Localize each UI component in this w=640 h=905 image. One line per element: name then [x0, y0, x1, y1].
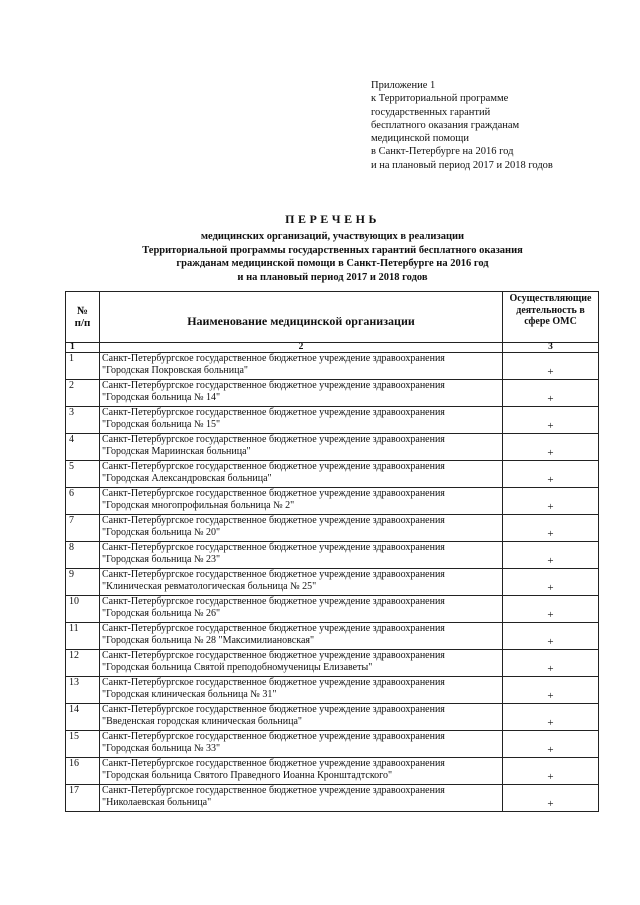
- organization-name: [100, 488, 503, 515]
- row-number: 9: [66, 569, 100, 596]
- organization-name: [100, 650, 503, 677]
- oms-mark: +: [503, 596, 599, 623]
- title-line: и на плановый период 2017 и 2018 годов: [237, 271, 428, 283]
- organization-name-line1: Санкт-Петербургское государственное бюджетное учреждение здравоохранения: [102, 515, 445, 526]
- organization-name: [100, 758, 503, 785]
- organization-name-line1: Санкт-Петербургское государственное бюджетное учреждение здравоохранения: [102, 542, 445, 553]
- header-oms: [503, 292, 599, 343]
- organization-name: [100, 596, 503, 623]
- table-row: [66, 434, 599, 461]
- organization-name-line1: Санкт-Петербургское государственное бюджетное учреждение здравоохранения: [102, 650, 445, 661]
- table-row: [66, 623, 599, 650]
- table-row: [66, 569, 599, 596]
- organization-name-line2: "Городская Александровская больница": [102, 473, 272, 485]
- table-row: [66, 407, 599, 434]
- row-number: 4: [66, 434, 100, 461]
- header-number: [66, 292, 100, 343]
- organization-name-line1: Санкт-Петербургское государственное бюджетное учреждение здравоохранения: [102, 623, 445, 634]
- annex-line: медицинской помощи: [371, 133, 469, 145]
- organization-name-line1: Санкт-Петербургское государственное бюджетное учреждение здравоохранения: [102, 488, 445, 499]
- annex-note: [371, 79, 631, 172]
- table-row: [66, 758, 599, 785]
- oms-mark: +: [503, 731, 599, 758]
- oms-mark: +: [503, 380, 599, 407]
- organization-name-line2: "Городская больница Святого Праведного Иоанна Кронштадтского": [102, 770, 393, 782]
- oms-mark: +: [503, 488, 599, 515]
- oms-mark: +: [503, 542, 599, 569]
- organization-name-line2: "Городская больница № 28 "Максимилиановская": [102, 635, 315, 647]
- row-number: 5: [66, 461, 100, 488]
- table-row: [66, 650, 599, 677]
- oms-mark: +: [503, 353, 599, 380]
- organization-name-line2: "Городская больница № 20": [102, 527, 221, 539]
- header-oms-line: сфере ОМС: [524, 316, 577, 327]
- annex-line: Приложение 1: [371, 80, 436, 91]
- oms-mark: +: [503, 785, 599, 812]
- organizations-table: [65, 291, 599, 812]
- oms-mark: +: [503, 434, 599, 461]
- table-header-row: [66, 292, 599, 343]
- row-number: 8: [66, 542, 100, 569]
- row-number: 13: [66, 677, 100, 704]
- title-line: гражданам медицинской помощи в Санкт-Петербурге на 2016 год: [176, 258, 489, 269]
- organization-name: [100, 407, 503, 434]
- organization-name-line2: "Городская больница № 15": [102, 419, 221, 431]
- organization-name-line1: Санкт-Петербургское государственное бюджетное учреждение здравоохранения: [102, 731, 445, 742]
- column-number: 1: [66, 343, 100, 353]
- row-number: 7: [66, 515, 100, 542]
- header-oms-line: Осуществляющие: [509, 293, 592, 304]
- oms-mark: +: [503, 623, 599, 650]
- row-number: 3: [66, 407, 100, 434]
- header-name: Наименование медицинской организации: [100, 292, 503, 343]
- header-number-line: №: [76, 305, 89, 317]
- column-number: 2: [100, 343, 503, 353]
- table-row: [66, 677, 599, 704]
- oms-mark: +: [503, 677, 599, 704]
- table-row: [66, 731, 599, 758]
- title-line: медицинских организаций, участвующих в реализации: [200, 231, 465, 242]
- oms-mark: +: [503, 569, 599, 596]
- table-row: [66, 596, 599, 623]
- organization-name-line1: Санкт-Петербургское государственное бюджетное учреждение здравоохранения: [102, 569, 445, 580]
- organization-name: [100, 515, 503, 542]
- oms-mark: +: [503, 407, 599, 434]
- row-number: 6: [66, 488, 100, 515]
- table-row: [66, 488, 599, 515]
- column-numbers-row: [66, 343, 599, 353]
- row-number: 1: [66, 353, 100, 380]
- row-number: 16: [66, 758, 100, 785]
- organization-name-line2: "Николаевская больница": [102, 797, 212, 809]
- organization-name-line2: "Городская клиническая больница № 31": [102, 689, 277, 701]
- organization-name: [100, 353, 503, 380]
- row-number: 15: [66, 731, 100, 758]
- organization-name-line1: Санкт-Петербургское государственное бюджетное учреждение здравоохранения: [102, 407, 445, 418]
- organization-name-line2: "Городская больница № 26": [102, 608, 221, 620]
- organization-name-line1: Санкт-Петербургское государственное бюджетное учреждение здравоохранения: [102, 677, 445, 688]
- organization-name: [100, 677, 503, 704]
- column-number: 3: [503, 343, 599, 353]
- oms-mark: +: [503, 515, 599, 542]
- organization-name-line1: Санкт-Петербургское государственное бюджетное учреждение здравоохранения: [102, 596, 445, 607]
- organization-name-line1: Санкт-Петербургское государственное бюджетное учреждение здравоохранения: [102, 758, 445, 769]
- annex-line: в Санкт-Петербурге на 2016 год: [371, 146, 514, 158]
- row-number: 2: [66, 380, 100, 407]
- annex-line: к Территориальной программе: [371, 93, 509, 105]
- oms-mark: +: [503, 758, 599, 785]
- organization-name-line2: "Городская больница Святой преподобномученицы Елизаветы": [102, 662, 373, 674]
- organization-name-line1: Санкт-Петербургское государственное бюджетное учреждение здравоохранения: [102, 785, 445, 796]
- organization-name: [100, 542, 503, 569]
- organization-name-line2: "Городская больница № 23": [102, 554, 221, 566]
- oms-mark: +: [503, 650, 599, 677]
- organization-name-line1: Санкт-Петербургское государственное бюджетное учреждение здравоохранения: [102, 461, 445, 472]
- table-row: [66, 542, 599, 569]
- organization-name: [100, 623, 503, 650]
- oms-mark: +: [503, 461, 599, 488]
- organization-name: [100, 704, 503, 731]
- organization-name-line2: "Городская многопрофильная больница № 2": [102, 500, 295, 512]
- organization-name-line2: "Клиническая ревматологическая больница № 25": [102, 581, 317, 593]
- organization-name: [100, 380, 503, 407]
- organization-name: [100, 434, 503, 461]
- title-line: Территориальной программы государственных гарантий бесплатного оказания: [142, 244, 523, 256]
- organization-name-line2: "Городская Покровская больница": [102, 365, 248, 377]
- title-main: ПЕРЕЧЕНЬ: [285, 212, 380, 226]
- organization-name-line1: Санкт-Петербургское государственное бюджетное учреждение здравоохранения: [102, 380, 445, 391]
- organization-name-line2: "Городская больница № 33": [102, 743, 221, 755]
- row-number: 10: [66, 596, 100, 623]
- table-row: [66, 353, 599, 380]
- annex-line: государственных гарантий: [371, 106, 491, 118]
- document-title: [60, 212, 605, 284]
- organization-name: [100, 785, 503, 812]
- row-number: 17: [66, 785, 100, 812]
- organization-name-line1: Санкт-Петербургское государственное бюджетное учреждение здравоохранения: [102, 704, 445, 715]
- annex-line: бесплатного оказания гражданам: [371, 119, 520, 131]
- table-row: [66, 515, 599, 542]
- table-row: [66, 380, 599, 407]
- row-number: 11: [66, 623, 100, 650]
- organization-name: [100, 569, 503, 596]
- organization-name-line1: Санкт-Петербургское государственное бюджетное учреждение здравоохранения: [102, 434, 445, 445]
- organization-name-line1: Санкт-Петербургское государственное бюджетное учреждение здравоохранения: [102, 353, 445, 364]
- organization-name: [100, 731, 503, 758]
- table-row: [66, 785, 599, 812]
- annex-line: и на плановый период 2017 и 2018 годов: [371, 159, 553, 171]
- row-number: 14: [66, 704, 100, 731]
- oms-mark: +: [503, 704, 599, 731]
- organization-name-line2: "Городская больница № 14": [102, 392, 221, 404]
- table-row: [66, 704, 599, 731]
- header-number-line: п/п: [74, 317, 91, 329]
- table-body: [66, 353, 599, 812]
- table-row: [66, 461, 599, 488]
- organization-name-line2: "Городская Мариинская больница": [102, 446, 251, 458]
- row-number: 12: [66, 650, 100, 677]
- organization-name-line2: "Введенская городская клиническая больница": [102, 716, 303, 728]
- header-oms-line: деятельность в: [516, 304, 585, 316]
- organization-name: [100, 461, 503, 488]
